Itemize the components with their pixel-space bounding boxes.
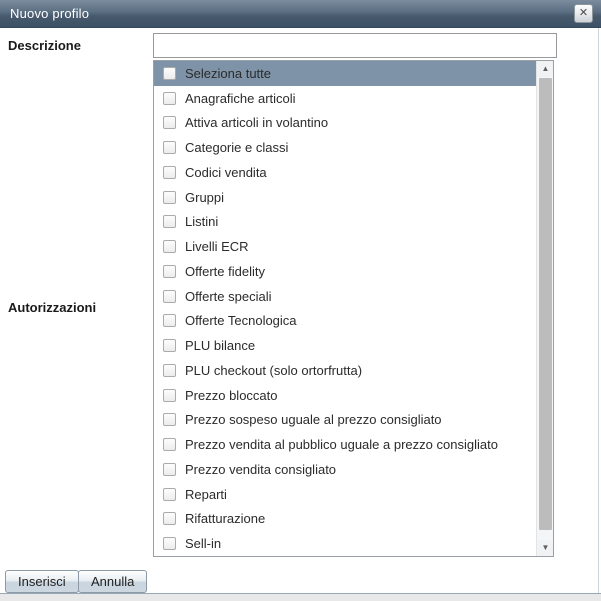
list-item-label: Codici vendita xyxy=(185,164,267,180)
checkbox[interactable] xyxy=(163,413,176,426)
scrollbar[interactable] xyxy=(536,61,553,556)
scroll-up-button[interactable] xyxy=(538,61,553,77)
checkbox[interactable] xyxy=(163,265,176,278)
list-item[interactable] xyxy=(154,507,536,532)
list-item[interactable] xyxy=(154,259,536,284)
list-item[interactable] xyxy=(154,383,536,408)
list-item[interactable] xyxy=(154,111,536,136)
list-item-label: Livelli ECR xyxy=(185,239,249,255)
checkbox[interactable] xyxy=(163,116,176,129)
list-item-label: Rifatturazione xyxy=(185,511,266,527)
list-item[interactable] xyxy=(154,185,536,210)
list-item-label: Prezzo vendita al pubblico uguale a prezzo consigliato xyxy=(185,437,498,453)
list-item-label: PLU checkout (solo ortorfrutta) xyxy=(185,362,363,378)
checkbox[interactable] xyxy=(163,537,176,550)
list-item-label: Reparti xyxy=(185,486,227,502)
list-item[interactable] xyxy=(154,358,536,383)
list-item-label: Sell-in xyxy=(185,536,222,552)
descrizione-input[interactable] xyxy=(153,33,557,58)
checkbox[interactable] xyxy=(163,215,176,228)
list-item[interactable] xyxy=(154,86,536,111)
list-item-label: Categorie e classi xyxy=(185,140,289,156)
list-item[interactable] xyxy=(154,408,536,433)
list-item[interactable] xyxy=(154,333,536,358)
checkbox[interactable] xyxy=(163,389,176,402)
autorizzazioni-listbox xyxy=(153,60,554,557)
inserisci-button[interactable]: Inserisci xyxy=(5,570,79,593)
close-button[interactable] xyxy=(574,4,593,23)
list-item-label: Prezzo vendita consigliato xyxy=(185,461,337,477)
checkbox[interactable] xyxy=(163,463,176,476)
scrollbar-thumb[interactable] xyxy=(539,78,552,530)
checkbox[interactable] xyxy=(163,141,176,154)
background-panel-edge xyxy=(598,28,599,594)
list-item[interactable] xyxy=(154,210,536,235)
list-item[interactable] xyxy=(154,234,536,259)
close-icon: ✕ xyxy=(578,7,589,19)
list-item[interactable] xyxy=(154,61,536,86)
list-item[interactable] xyxy=(154,531,536,556)
dialog-title: Nuovo profilo xyxy=(10,6,90,21)
checkbox[interactable] xyxy=(163,166,176,179)
dialog-bottom-edge xyxy=(0,593,601,601)
autorizzazioni-label: Autorizzazioni xyxy=(8,300,97,315)
list-item[interactable] xyxy=(154,160,536,185)
list-item[interactable] xyxy=(154,482,536,507)
list-item-label: Prezzo sospeso uguale al prezzo consigliato xyxy=(185,412,442,428)
list-item[interactable] xyxy=(154,284,536,309)
checkbox[interactable] xyxy=(163,512,176,525)
checkbox[interactable] xyxy=(163,290,176,303)
checkbox[interactable] xyxy=(163,339,176,352)
scroll-down-button[interactable] xyxy=(538,540,553,556)
list-item-label: Gruppi xyxy=(185,189,225,205)
list-item[interactable] xyxy=(154,457,536,482)
list-item-label: PLU bilance xyxy=(185,338,256,354)
list-item-label: Listini xyxy=(185,214,219,230)
list-item-label: Offerte speciali xyxy=(185,288,272,304)
list-item-label: Attiva articoli in volantino xyxy=(185,115,329,131)
checkbox[interactable] xyxy=(163,191,176,204)
descrizione-label: Descrizione xyxy=(8,38,81,53)
list-rows xyxy=(154,61,536,556)
checkbox[interactable] xyxy=(163,92,176,105)
list-item[interactable] xyxy=(154,309,536,334)
checkbox[interactable] xyxy=(163,488,176,501)
list-item[interactable] xyxy=(154,432,536,457)
annulla-button[interactable]: Annulla xyxy=(78,570,147,593)
list-item[interactable] xyxy=(154,135,536,160)
scroll-down-icon: ▼ xyxy=(541,543,550,552)
list-item-label: Offerte fidelity xyxy=(185,263,265,279)
checkbox[interactable] xyxy=(163,364,176,377)
checkbox[interactable] xyxy=(163,438,176,451)
dialog-titlebar xyxy=(0,0,601,28)
scroll-up-icon: ▲ xyxy=(541,64,550,73)
checkbox[interactable] xyxy=(163,240,176,253)
checkbox[interactable] xyxy=(163,314,176,327)
list-item-label: Prezzo bloccato xyxy=(185,387,278,403)
checkbox[interactable] xyxy=(163,67,176,80)
list-item-label: Anagrafiche articoli xyxy=(185,90,296,106)
list-item-label: Offerte Tecnologica xyxy=(185,313,297,329)
list-item-label: Seleziona tutte xyxy=(185,65,272,81)
